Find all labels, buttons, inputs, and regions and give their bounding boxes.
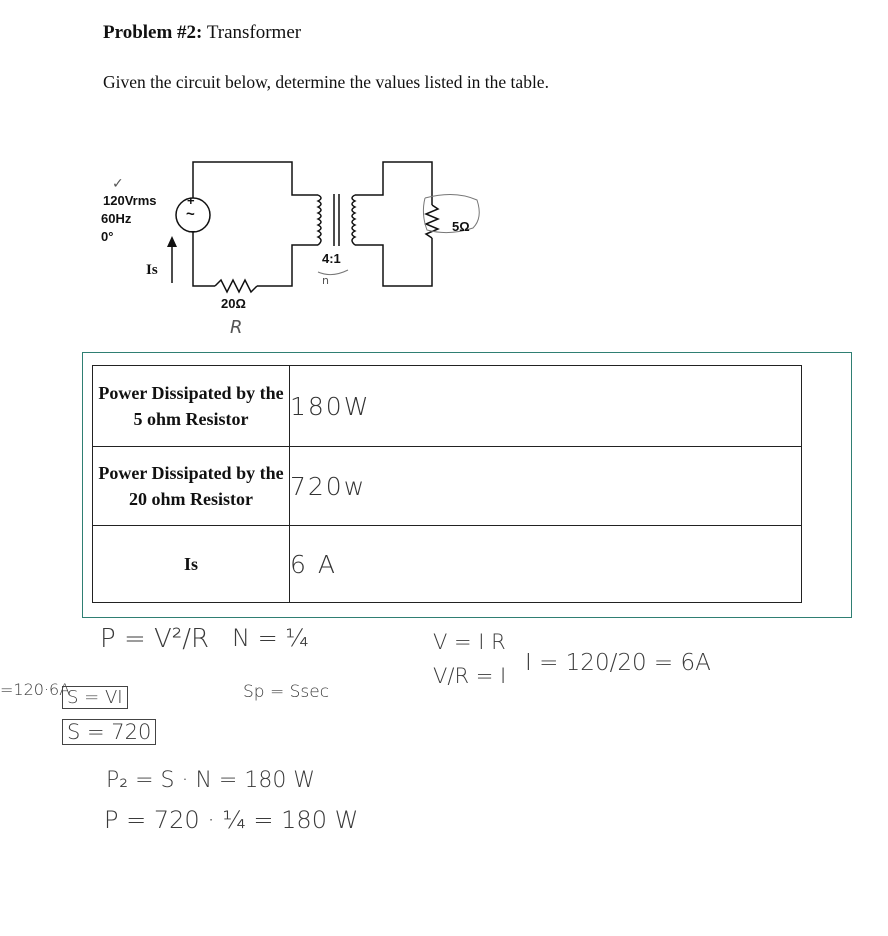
note-current-solve: V/R = I xyxy=(433,664,507,688)
primary-wire-return xyxy=(193,232,215,286)
turns-ratio-label: 4:1 xyxy=(322,251,341,266)
note-apparent-power-text: S = VI xyxy=(62,686,128,709)
primary-coil xyxy=(318,195,321,245)
note-apparent-power-value-text: S = 720 xyxy=(62,719,156,745)
note-power-formula: P = V²/R xyxy=(100,624,210,654)
ac-source-symbol: ~ xyxy=(186,206,195,223)
problem-title: Transformer xyxy=(206,22,302,43)
answer-is: 6 A xyxy=(290,526,802,603)
note-final-calc: P = 720 · ¼ = 180 W xyxy=(104,806,359,834)
answer-5-ohm-power: 180W xyxy=(290,366,802,447)
note-side-calc: =120·6A xyxy=(0,680,71,699)
secondary-wire xyxy=(355,162,432,205)
hand-check-mark: ✓ xyxy=(112,176,124,192)
note-turns-ratio: N = ¼ xyxy=(232,624,309,652)
primary-wire-bottom xyxy=(257,245,318,286)
secondary-wire-bottom xyxy=(355,238,432,286)
current-arrow-head xyxy=(167,236,177,247)
table-row xyxy=(93,526,802,603)
note-ohms-law: V = I R xyxy=(433,630,506,654)
table-row xyxy=(93,366,802,447)
source-minus-sign: − xyxy=(188,224,196,239)
note-apparent-power-value xyxy=(62,720,156,744)
source-frequency-label: 60Hz xyxy=(101,211,132,226)
answer-table xyxy=(92,365,802,603)
resistor-20-label: 20Ω xyxy=(221,296,246,311)
row-label-20-ohm-power: Power Dissipated by the 20 ohm Resistor xyxy=(93,447,290,526)
primary-wire xyxy=(193,162,318,198)
resistor-5-ohm xyxy=(426,205,438,238)
row-label-5-ohm-power: Power Dissipated by the 5 ohm Resistor xyxy=(93,366,290,447)
hand-resistor-note: R xyxy=(230,317,243,338)
source-plus-sign: + xyxy=(187,193,195,208)
current-label: Is xyxy=(146,262,158,278)
table-row xyxy=(93,447,802,526)
secondary-coil xyxy=(352,195,355,245)
row-label-is: Is xyxy=(93,526,290,603)
note-apparent-power xyxy=(62,687,128,708)
resistor-5-label: 5Ω xyxy=(452,219,470,234)
problem-number: Problem #2: xyxy=(103,22,203,43)
note-current-calc: I = 120/20 = 6A xyxy=(525,650,711,676)
hand-ratio-note: n xyxy=(322,274,329,287)
note-power-equality: Sp = Ssec xyxy=(243,682,330,702)
source-phase-label: 0° xyxy=(101,229,114,244)
circuit-diagram xyxy=(0,0,888,350)
problem-instructions: Given the circuit below, determine the values listed in the table. xyxy=(103,72,549,92)
resistor-20-ohm xyxy=(215,280,257,292)
source-voltage-label: 120Vrms xyxy=(103,193,157,208)
answer-20-ohm-power: 720w xyxy=(290,447,802,526)
note-secondary-power: P₂ = S · N = 180 W xyxy=(106,768,316,793)
